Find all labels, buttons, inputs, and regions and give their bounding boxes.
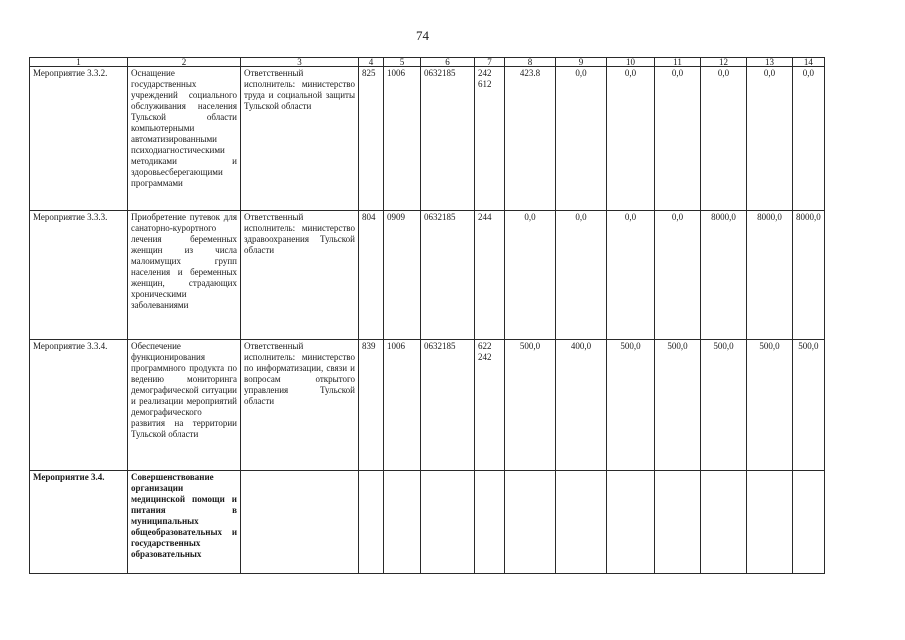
column-header: 11 [655, 58, 701, 67]
column-header: 8 [505, 58, 556, 67]
code-cell: 839 [359, 340, 384, 471]
column-header: 7 [475, 58, 505, 67]
value-cell: 400,0 [556, 340, 607, 471]
table-row [30, 471, 825, 574]
value-cell [701, 471, 747, 574]
page-number: 74 [416, 28, 429, 43]
code-cell [421, 471, 475, 574]
column-header: 13 [747, 58, 793, 67]
code-cell: 242 612 [475, 67, 505, 211]
value-cell: 0,0 [607, 211, 655, 340]
code-cell: 1006 [384, 340, 421, 471]
value-cell: 0,0 [701, 67, 747, 211]
value-cell: 0,0 [655, 211, 701, 340]
value-cell [607, 471, 655, 574]
value-cell: 8000,0 [793, 211, 825, 340]
description-cell: Совершенствование организации медицинской помощи и питания в муниципальных общеобразовательных и государственных образовательных [128, 471, 241, 574]
column-header: 9 [556, 58, 607, 67]
measure-cell: Мероприятие 3.3.2. [30, 67, 128, 211]
column-header: 12 [701, 58, 747, 67]
measure-cell: Мероприятие 3.3.3. [30, 211, 128, 340]
value-cell: 0,0 [655, 67, 701, 211]
code-cell [475, 471, 505, 574]
value-cell: 0,0 [747, 67, 793, 211]
value-cell: 500,0 [701, 340, 747, 471]
value-cell: 8000,0 [747, 211, 793, 340]
executor-cell: Ответственный исполнитель: министерство труда и социальной защиты Тульской области [241, 67, 359, 211]
column-header: 14 [793, 58, 825, 67]
executor-cell [241, 471, 359, 574]
value-cell [505, 471, 556, 574]
measure-cell: Мероприятие 3.4. [30, 471, 128, 574]
column-header: 2 [128, 58, 241, 67]
code-cell [384, 471, 421, 574]
description-cell: Обеспечение функционирования программного продукта по ведению мониторинга демографической ситуации и реализации мероприятий демографического развития на территории Тульской области [128, 340, 241, 471]
table-row [30, 211, 825, 340]
code-cell: 622 242 [475, 340, 505, 471]
code-cell [359, 471, 384, 574]
value-cell [556, 471, 607, 574]
column-header: 6 [421, 58, 475, 67]
code-cell: 0632185 [421, 340, 475, 471]
column-header: 3 [241, 58, 359, 67]
description-cell: Оснащение государственных учреждений социального обслуживания населения Тульской области компьютерными автоматизированными психодиагностическими методиками и здоровьесберегающими программами [128, 67, 241, 211]
code-cell: 1006 [384, 67, 421, 211]
table-row [30, 340, 825, 471]
value-cell [793, 471, 825, 574]
program-measures-table [29, 57, 825, 574]
value-cell: 423.8 [505, 67, 556, 211]
value-cell: 500,0 [793, 340, 825, 471]
value-cell: 500,0 [655, 340, 701, 471]
value-cell: 0,0 [556, 211, 607, 340]
table-row [30, 67, 825, 211]
column-header: 1 [30, 58, 128, 67]
column-header: 4 [359, 58, 384, 67]
description-cell: Приобретение путевок для санаторно-курортного лечения беременных женщин из числа малоимущих групп населения и беременных женщин, страдающих хроническими заболеваниями [128, 211, 241, 340]
value-cell: 0,0 [505, 211, 556, 340]
value-cell: 8000,0 [701, 211, 747, 340]
code-cell: 0632185 [421, 211, 475, 340]
code-cell: 825 [359, 67, 384, 211]
column-header: 5 [384, 58, 421, 67]
value-cell: 0,0 [793, 67, 825, 211]
measure-cell: Мероприятие 3.3.4. [30, 340, 128, 471]
code-cell: 0909 [384, 211, 421, 340]
executor-cell: Ответственный исполнитель: министерство здравоохранения Тульской области [241, 211, 359, 340]
column-number-row [30, 58, 825, 67]
value-cell: 0,0 [607, 67, 655, 211]
value-cell: 500,0 [505, 340, 556, 471]
value-cell [655, 471, 701, 574]
value-cell: 500,0 [607, 340, 655, 471]
value-cell [747, 471, 793, 574]
executor-cell: Ответственный исполнитель: министерство по информатизации, связи и вопросам открытого управления Тульской области [241, 340, 359, 471]
code-cell: 244 [475, 211, 505, 340]
code-cell: 804 [359, 211, 384, 340]
value-cell: 500,0 [747, 340, 793, 471]
value-cell: 0,0 [556, 67, 607, 211]
column-header: 10 [607, 58, 655, 67]
code-cell: 0632185 [421, 67, 475, 211]
